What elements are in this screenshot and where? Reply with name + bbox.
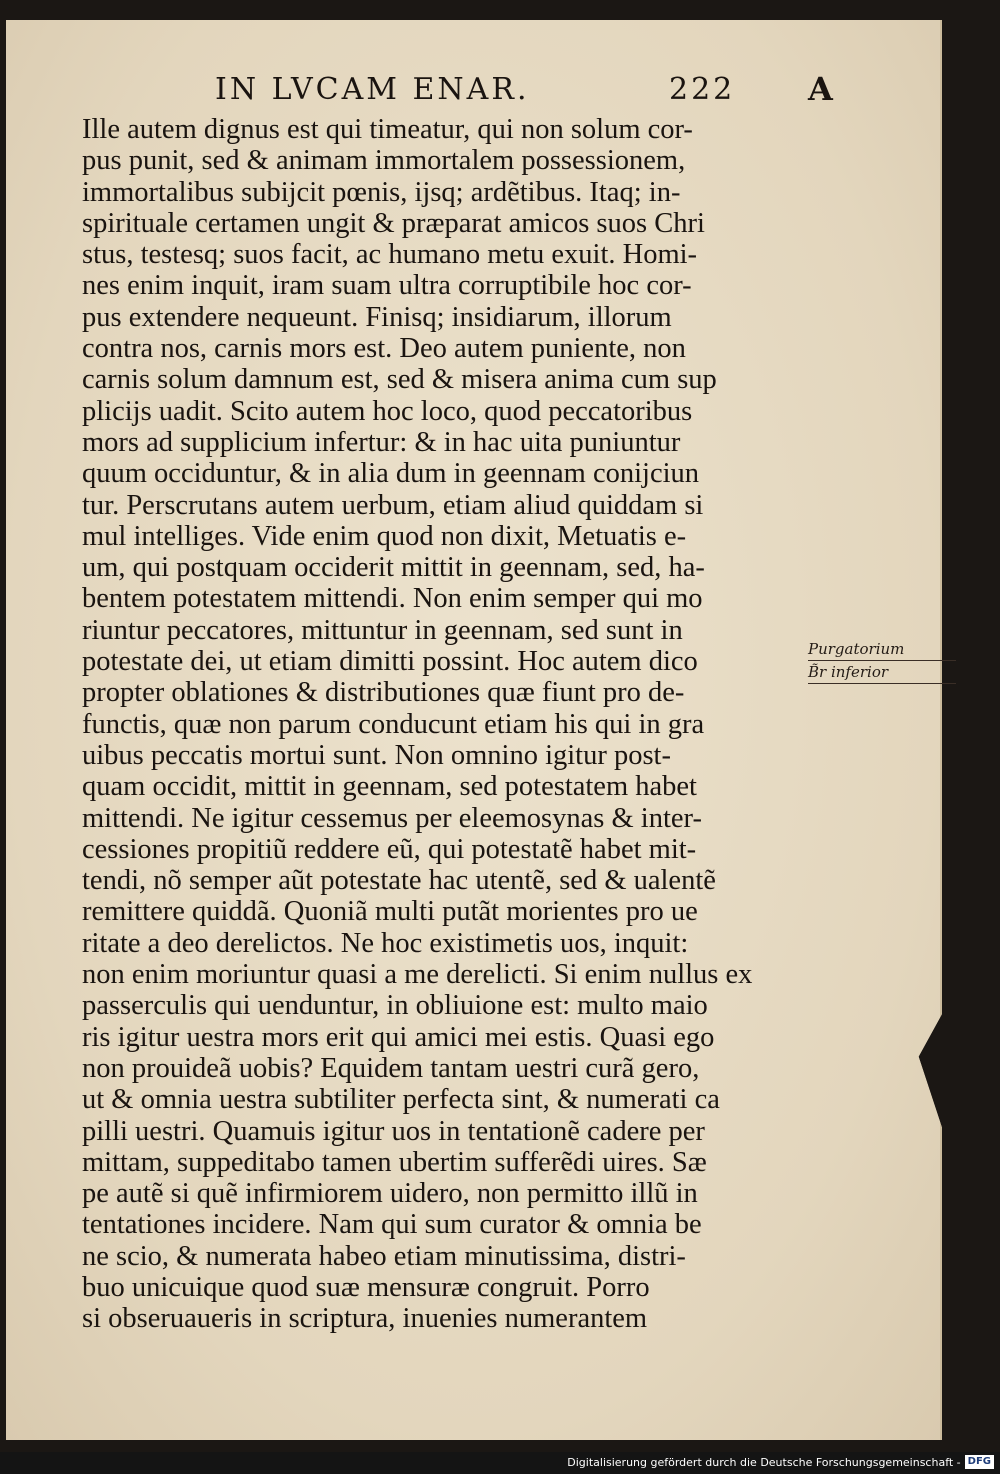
handwritten-marginal-note [808, 638, 956, 684]
text-line: non enim moriuntur quasi a me derelicti. Si enim nullus ex [82, 959, 753, 991]
text-line: nes enim inquit, iram suam ultra corruptibile hoc cor- [82, 270, 692, 302]
text-line: functis, quæ non parum conducunt etiam his qui in gra [82, 708, 705, 740]
text-line: Ille autem dignus est qui timeatur, qui non solum cor- [82, 114, 693, 145]
text-line: ritate a deo derelictos. Ne hoc existimetis uos, inquit: [82, 927, 689, 959]
text-line: ris igitur uestra mors erit qui amici mei estis. Quasi ego [82, 1021, 715, 1053]
text-line: quum occiduntur, & in alia dum in geennam conijciun [82, 458, 700, 490]
text-line: mittam, suppeditabo tamen ubertim sufferẽdi uires. Sæ [82, 1146, 707, 1178]
text-line: carnis solum damnum est, sed & misera anima cum sup [82, 364, 717, 396]
text-line: spirituale certamen ungit & præparat amicos suos Chri [82, 207, 705, 239]
dfg-logo-icon: DFG [965, 1455, 994, 1469]
text-line: mittendi. Ne igitur cessemus per eleemosynas & inter- [82, 802, 702, 834]
text-line: pe autẽ si quẽ infirmiorem uidero, non permitto illũ in [82, 1178, 698, 1210]
text-line: tentationes incidere. Nam qui sum curator & omnia be [82, 1209, 702, 1241]
digitization-footer [567, 1454, 994, 1470]
page-number: 222 [669, 72, 736, 107]
text-line: bentem potestatem mittendi. Non enim semper qui mo [82, 583, 703, 615]
text-line: riuntur peccatores, mittuntur in geennam, sed sunt in [82, 614, 683, 646]
text-line: cessiones propitiũ reddere eũ, qui potestatẽ habet mit- [82, 833, 697, 865]
text-line: plicijs uadit. Scito autem hoc loco, quod peccatoribus [82, 395, 693, 427]
footer-credit-text: Digitalisierung gefördert durch die Deutsche Forschungsgemeinschaft - [567, 1455, 961, 1469]
text-line: pus extendere nequeunt. Finisq; insidiarum, illorum [82, 301, 672, 333]
body-text [82, 114, 792, 1335]
text-line: ne scio, & numerata habeo etiam minutissima, distri- [82, 1240, 686, 1272]
text-line: non prouideã uobis? Equidem tantam uestri curã gero, [82, 1052, 700, 1084]
text-line: pilli uestri. Quamuis igitur uos in tentationẽ cadere per [82, 1115, 705, 1147]
running-title: IN LVCAM ENAR. [215, 72, 530, 107]
running-header [215, 72, 775, 112]
text-line: contra nos, carnis mors est. Deo autem puniente, non [82, 333, 686, 365]
signature-mark: A [808, 70, 833, 108]
text-line: stus, testesq; suos facit, ac humano metu exuit. Homi- [82, 239, 698, 271]
text-line: pus punit, sed & animam immortalem possessionem, [82, 145, 686, 177]
text-line: si obseruaueris in scriptura, inuenies numerantem [82, 1303, 648, 1335]
text-line: passerculis qui uenduntur, in obliuione est: multo maio [82, 990, 708, 1022]
text-line: mul intelliges. Vide enim quod non dixit, Metuatis e- [82, 520, 687, 552]
text-line: um, qui postquam occiderit mittit in geennam, sed, ha- [82, 552, 705, 584]
text-line: potestate dei, ut etiam dimitti possint. Hoc autem dico [82, 646, 698, 678]
text-line: uibus peccatis mortui sunt. Non omnino igitur post- [82, 739, 671, 771]
text-line: ut & omnia uestra subtiliter perfecta sint, & numerati ca [82, 1084, 720, 1116]
text-line: quam occidit, mittit in geennam, sed potestatem habet [82, 771, 697, 803]
marginal-note-line: Purgatorium [808, 638, 956, 661]
text-line: immortalibus subijcit pœnis, ijsq; ardẽtibus. Itaq; in- [82, 176, 681, 208]
text-line: buo unicuique quod suæ mensuræ congruit. Porro [82, 1271, 650, 1303]
text-line: tur. Perscrutans autem uerbum, etiam aliud quiddam si [82, 489, 704, 521]
text-line: propter oblationes & distributiones quæ fiunt pro de- [82, 677, 685, 709]
text-line: tendi, nõ semper aũt potestate hac utentẽ, sed & ualentẽ [82, 865, 716, 897]
marginal-note-line: B̃r inferior [808, 661, 956, 684]
text-line: mors ad supplicium infertur: & in hac uita puniuntur [82, 426, 681, 458]
text-line: remittere quiddã. Quoniã multi putãt morientes pro ue [82, 896, 698, 928]
